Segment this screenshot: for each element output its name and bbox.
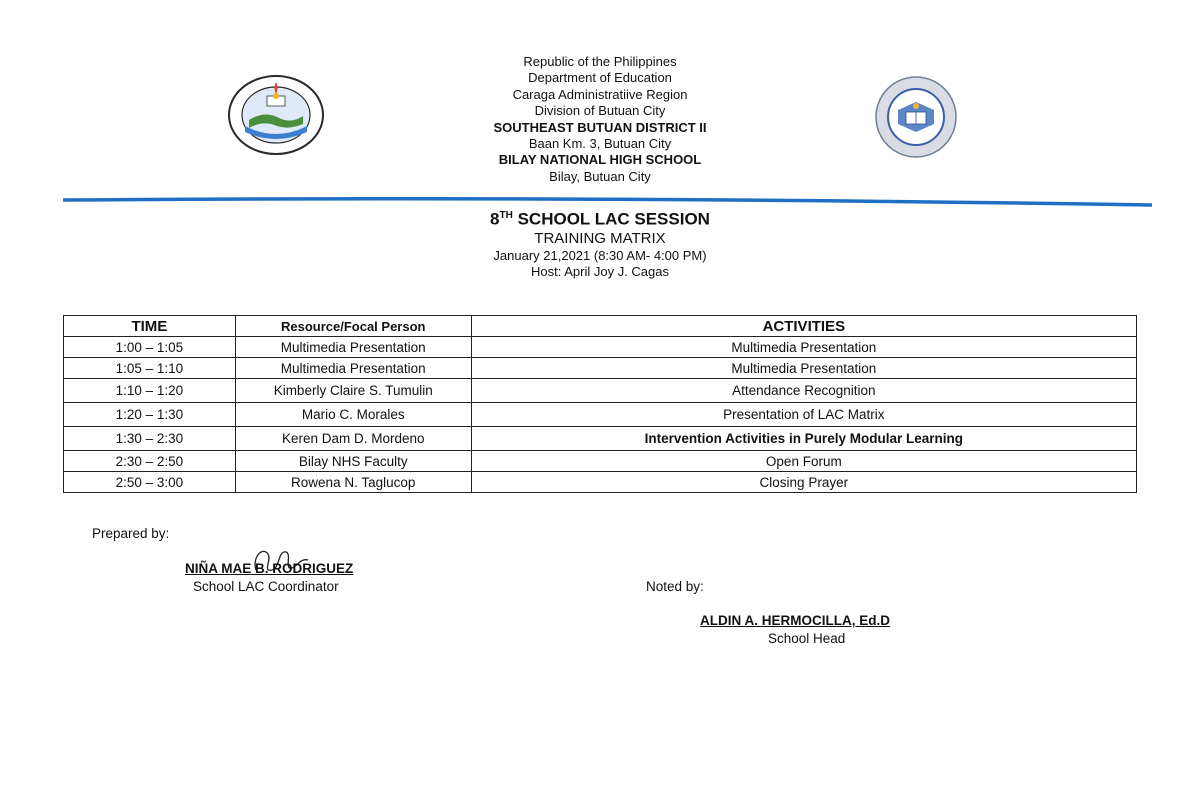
cell-activity: Open Forum (471, 451, 1136, 472)
session-title (400, 206, 800, 230)
header-line-republic: Republic of the Philippines (523, 54, 677, 69)
header-divider (0, 0, 1200, 220)
col-header-person: Resource/Focal Person (235, 316, 471, 337)
cell-activity: Multimedia Presentation (471, 337, 1136, 358)
table-row (64, 427, 1137, 451)
header-line-division: Division of Butuan City (534, 103, 666, 119)
header-line-location: Bilay, Butuan City (549, 168, 651, 184)
session-title-text: SCHOOL LAC SESSION (517, 209, 710, 229)
cell-time: 1:05 – 1:10 (64, 358, 236, 379)
header-line-region: Caraga Administratiive Region (512, 86, 688, 102)
cell-person: Mario C. Morales (235, 403, 471, 427)
header-line-deped: Department of Education (528, 70, 672, 86)
table-row (64, 451, 1137, 472)
session-host: Host: April Joy J. Cagas (531, 263, 669, 279)
cell-activity: Presentation of LAC Matrix (471, 403, 1136, 427)
cell-person: Multimedia Presentation (235, 337, 471, 358)
cell-person: Multimedia Presentation (235, 358, 471, 379)
cell-activity: Multimedia Presentation (471, 358, 1136, 379)
table-row (64, 379, 1137, 403)
matrix-subtitle: TRAINING MATRIX (534, 229, 666, 247)
header-line-address: Baan Km. 3, Butuan City (528, 136, 672, 152)
noted-by-name: ALDIN A. HERMOCILLA, Ed.D (700, 613, 890, 628)
col-header-activities: ACTIVITIES (471, 316, 1136, 337)
table-row (64, 472, 1137, 493)
noted-by-role: School Head (768, 631, 846, 646)
document-title-block (400, 206, 800, 280)
cell-person: Bilay NHS Faculty (235, 451, 471, 472)
cell-time: 1:10 – 1:20 (64, 379, 236, 403)
cell-activity: Intervention Activities in Purely Modular Learning (471, 427, 1136, 451)
cell-activity: Closing Prayer (471, 472, 1136, 493)
table-header-row (64, 316, 1137, 337)
session-number: 8 (490, 209, 500, 229)
prepared-by-name: NIÑA MAE B. RODRIGUEZ (185, 561, 354, 576)
col-header-time: TIME (64, 316, 236, 337)
prepared-by-role: School LAC Coordinator (193, 579, 339, 594)
cell-person: Kimberly Claire S. Tumulin (235, 379, 471, 403)
table-row (64, 337, 1137, 358)
header-line-school: BILAY NATIONAL HIGH SCHOOL (498, 152, 702, 168)
cell-time: 2:30 – 2:50 (64, 451, 236, 472)
header-line-district: SOUTHEAST BUTUAN DISTRICT II (493, 119, 707, 135)
noted-by-label: Noted by: (646, 579, 704, 594)
table-row (64, 358, 1137, 379)
session-date: January 21,2021 (8:30 AM- 4:00 PM) (493, 247, 707, 263)
cell-activity: Attendance Recognition (471, 379, 1136, 403)
cell-time: 2:50 – 3:00 (64, 472, 236, 493)
cell-time: 1:30 – 2:30 (64, 427, 236, 451)
cell-time: 1:20 – 1:30 (64, 403, 236, 427)
session-number-suffix: TH (499, 210, 513, 221)
prepared-by-label: Prepared by: (92, 526, 170, 541)
cell-person: Keren Dam D. Mordeno (235, 427, 471, 451)
cell-person: Rowena N. Taglucop (235, 472, 471, 493)
training-matrix-table (63, 315, 1137, 493)
cell-time: 1:00 – 1:05 (64, 337, 236, 358)
table-row (64, 403, 1137, 427)
